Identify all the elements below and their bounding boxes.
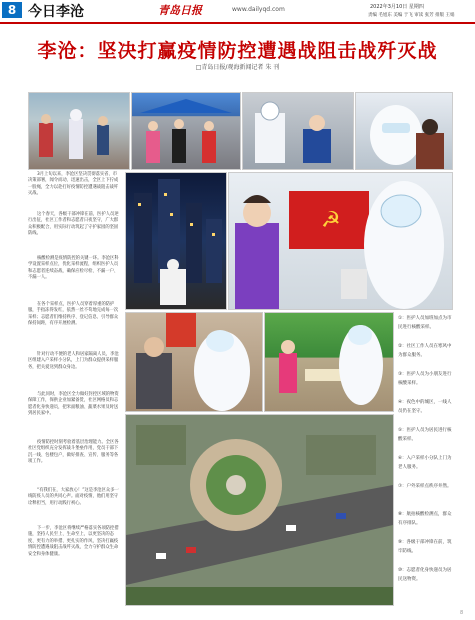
child-sampling-photo[interactable] (242, 92, 354, 170)
aerial-plaza-photo[interactable] (125, 414, 394, 606)
photo-scene-6 (229, 173, 452, 309)
sampling-crowd-photo[interactable] (28, 92, 130, 170)
photo-scene-8 (265, 313, 393, 411)
photo-caption: ⑤：医护人员为居民进行核酸采样。 (398, 428, 452, 442)
doctor-closeup-photo[interactable] (355, 92, 453, 170)
paragraph: 针对行动不便的老人和居家隔离人员，李沧区组建入户采样小分队，上门为群众提供采样服务，把关爱送到群众身边。 (28, 352, 119, 370)
photo-caption: ⑧：航拍核酸检测点，群众有序排队。 (398, 512, 452, 526)
website-link[interactable]: www.dailyqd.com (232, 6, 285, 13)
page-number: 8 (2, 2, 22, 18)
article-byline: □青岛日报/观海新闻记者 朱 刊 (195, 64, 280, 71)
photo-caption: ⑩：志愿者化身快递员为居民送物资。 (398, 568, 452, 582)
night-city-photo[interactable] (125, 172, 227, 310)
elder-sampling-party-flag-photo[interactable] (228, 172, 453, 310)
photo-scene-3 (243, 93, 353, 169)
outdoor-sampling-child-photo[interactable] (264, 312, 394, 412)
photo-caption: ③：医护人员为小朋友进行核酸采样。 (398, 372, 452, 386)
editorial-staff: 责编 毛旭东 美编 于飞 审读 张芳 排版 王娟 (368, 13, 455, 18)
page-watermark: 8 (460, 610, 464, 616)
photo-scene-5 (126, 173, 226, 309)
paragraph: 在各个采样点，医护人员穿着厚重的防护服，手指冻得发红，依然一丝不苟地完成每一次采样；志愿者们维持秩序、登记信息、引导群众保持间距，有序开展检测。 (28, 302, 119, 327)
paragraph: 3月上旬以来，李沧区坚决贯彻落实省、市决策部署，闻令而动、迅速出击，全区上下拧成一股绳，全力以赴打好疫情防控遭遇战阻击战歼灭战。 (28, 172, 119, 197)
paragraph: 核酸检测是疫情防控的关键一环。李沧区科学设置采样点位，优化采样流程，组织医护人员和志愿者连续奋战，确保应检尽检、不漏一户、不漏一人。 (28, 256, 119, 281)
photo-scene-9 (126, 415, 393, 605)
home-sampling-elder-photo[interactable] (125, 312, 263, 412)
paragraph: 下一步，李沧区将继续严格落实各项防控措施，坚持人民至上、生命至上，以更坚决的态度、更有力的举措、更扎实的作风，坚决打赢疫情防控遭遇战阻击战歼灭战，全力守护群众生命安全和身体健康。 (28, 526, 119, 557)
paragraph: 这个春天，各级干部冲锋在前，医护人员逆行出征，社区工作者和志愿者日夜坚守，广大群众积极配合，用实际行动筑起了守护家园的坚固防线。 (28, 212, 119, 237)
newspaper-logo: 青岛日报 (158, 4, 202, 17)
photo-caption: ①：医护人员加班加点为市民进行核酸采样。 (398, 316, 452, 330)
paragraph: 与此同时，李沧区全力做好封控区域的物资保障工作，保供企业加紧备货，社区网格员和志愿者化身快递员，把米面粮油、蔬菜水果及时送到居民家中。 (28, 392, 119, 417)
photo-caption: ④：夜色中的城区，一线人员仍在坚守。 (398, 400, 452, 414)
photo-caption: ⑥：入户采样小分队上门为老人服务。 (398, 456, 452, 470)
paragraph: 疫情防控时刻考验着基层治理能力。全区各社区党组织充分发挥战斗堡垒作用，党员干部下沉一线、包楼包户，做好排查、宣传、服务等各项工作。 (28, 440, 119, 465)
article-title: 李沧：坚决打赢疫情防控遭遇战阻击战歼灭战 (37, 40, 438, 62)
svg-text:☭: ☭ (321, 208, 341, 233)
photo-caption: ②：社区工作人员在寒风中为群众服务。 (398, 344, 452, 358)
photo-scene-7 (126, 313, 262, 411)
photo-caption: ⑦：户外采样点秩序井然。 (398, 484, 452, 489)
page-header (0, 0, 475, 24)
issue-date: 2022年3月10日 星期四 (370, 4, 424, 10)
paragraph: “有我们在，大家放心！”这是李沧区众多一线防疫人员的共同心声。面对疫情，他们用坚守诠释担当，用行动践行初心。 (28, 488, 119, 506)
section-title: 今日李沧 (28, 4, 84, 20)
photo-scene-2 (132, 93, 240, 169)
photo-scene-4 (356, 93, 452, 169)
photo-scene-1 (29, 93, 129, 169)
volunteers-tent-photo[interactable] (131, 92, 241, 170)
photo-caption: ⑨：各级干部冲锋在前，筑牢防线。 (398, 540, 452, 554)
